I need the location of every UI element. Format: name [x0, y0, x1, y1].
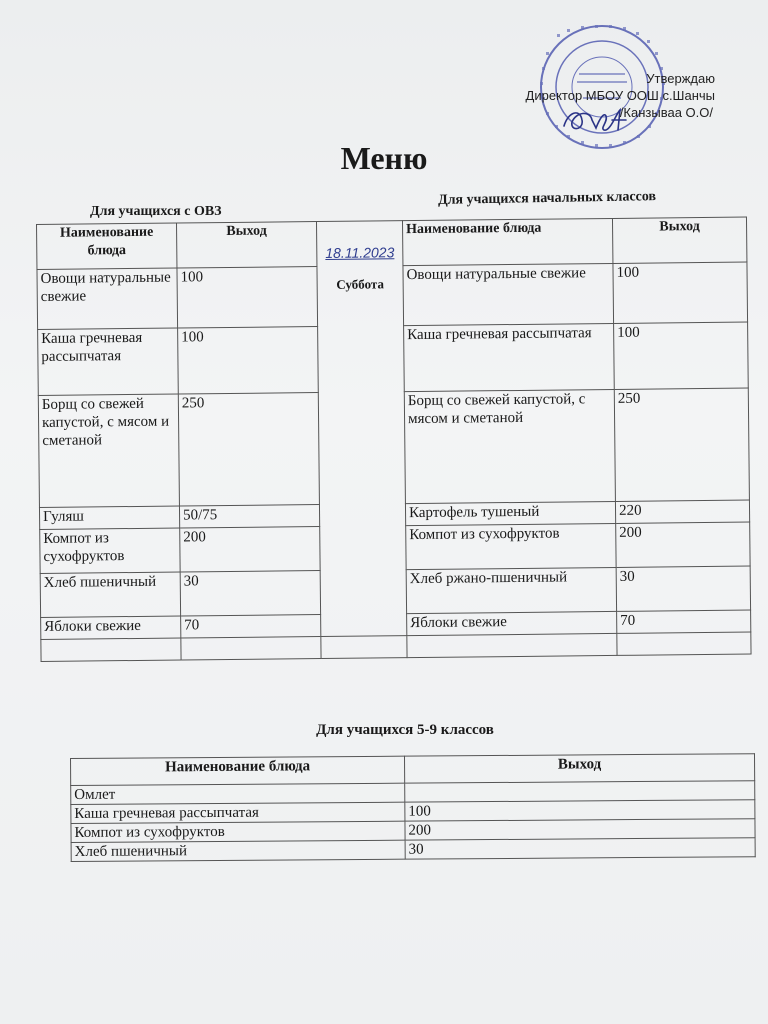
ovz-dish: Борщ со свежей капустой, с мясом и сметаной: [38, 394, 179, 507]
ovz-output: 100: [178, 327, 319, 394]
approval-block: [505, 70, 715, 121]
primary-dish: Борщ со свежей капустой, с мясом и сметаной: [404, 389, 615, 503]
empty-cell: [321, 636, 407, 659]
primary-output: 220: [615, 500, 749, 523]
menu-day: Суббота: [336, 276, 385, 292]
ovz-output: 50/75: [179, 505, 319, 528]
approval-line-2: Директор МБОУ ООШ с.Шанчы: [525, 88, 715, 103]
ovz-output: 200: [180, 527, 320, 572]
header-dish-ovz: Наименование блюда: [37, 223, 177, 269]
page-title: Меню: [340, 140, 428, 176]
table-row: [71, 838, 755, 862]
grades-output: 100: [405, 800, 755, 821]
primary-output: 30: [616, 566, 750, 611]
grades-output: 200: [405, 819, 755, 840]
ovz-dish: Яблоки свежие: [41, 616, 181, 639]
empty-cell: [617, 632, 751, 655]
grades-output: [405, 781, 755, 802]
menu-table-main: [36, 217, 752, 662]
ovz-dish: Гуляш: [39, 506, 179, 529]
section-title-grades-5-9: Для учащихся 5-9 классов: [316, 722, 494, 738]
section-title-ovz: Для учащихся с ОВЗ: [90, 204, 222, 219]
primary-output: 100: [613, 262, 748, 323]
ovz-output: 250: [178, 393, 319, 506]
menu-table-grades-5-9: [70, 753, 756, 862]
ovz-dish: Овощи натуральные свежие: [37, 268, 178, 329]
primary-dish: Овощи натуральные свежие: [403, 263, 614, 325]
header-output-ovz: Выход: [176, 222, 316, 268]
grades-dish: Компот из сухофруктов: [71, 821, 405, 842]
header-dish-59: Наименование блюда: [71, 756, 405, 785]
date-cell: [316, 221, 406, 637]
header-dish-primary: Наименование блюда: [402, 218, 612, 265]
grades-dish: Каша гречневая рассыпчатая: [71, 802, 405, 823]
empty-cell: [181, 637, 321, 660]
primary-dish: Компот из сухофруктов: [406, 523, 616, 569]
primary-output: 100: [614, 322, 749, 389]
primary-output: 250: [614, 388, 749, 501]
ovz-output: 30: [180, 571, 320, 616]
primary-dish: Каша гречневая рассыпчатая: [404, 323, 615, 391]
grades-output: 30: [405, 838, 755, 859]
ovz-output: 100: [177, 267, 318, 328]
primary-output: 200: [616, 522, 750, 567]
empty-cell: [41, 638, 181, 661]
primary-dish: Картофель тушеный: [405, 501, 615, 525]
header-output-59: Выход: [404, 754, 754, 783]
section-title-primary: Для учащихся начальных классов: [437, 189, 657, 208]
primary-dish: Яблоки свежие: [407, 611, 617, 635]
ovz-dish: Каша гречневая рассыпчатая: [38, 328, 179, 395]
menu-date: 18.11.2023: [325, 244, 395, 261]
primary-output: 70: [617, 610, 751, 633]
approval-line-1: Утверждаю: [646, 71, 715, 86]
ovz-dish: Хлеб пшеничный: [40, 572, 180, 617]
ovz-dish: Компот из сухофруктов: [40, 528, 180, 573]
grades-dish: Хлеб пшеничный: [71, 840, 405, 861]
approval-line-3: /Канзываа О.О/: [619, 105, 713, 120]
empty-cell: [407, 633, 617, 657]
table-header-row: [37, 217, 747, 269]
grades-dish: Омлет: [71, 783, 405, 804]
header-output-primary: Выход: [612, 217, 746, 263]
primary-dish: Хлеб ржано-пшеничный: [406, 567, 616, 613]
ovz-output: 70: [181, 615, 321, 638]
